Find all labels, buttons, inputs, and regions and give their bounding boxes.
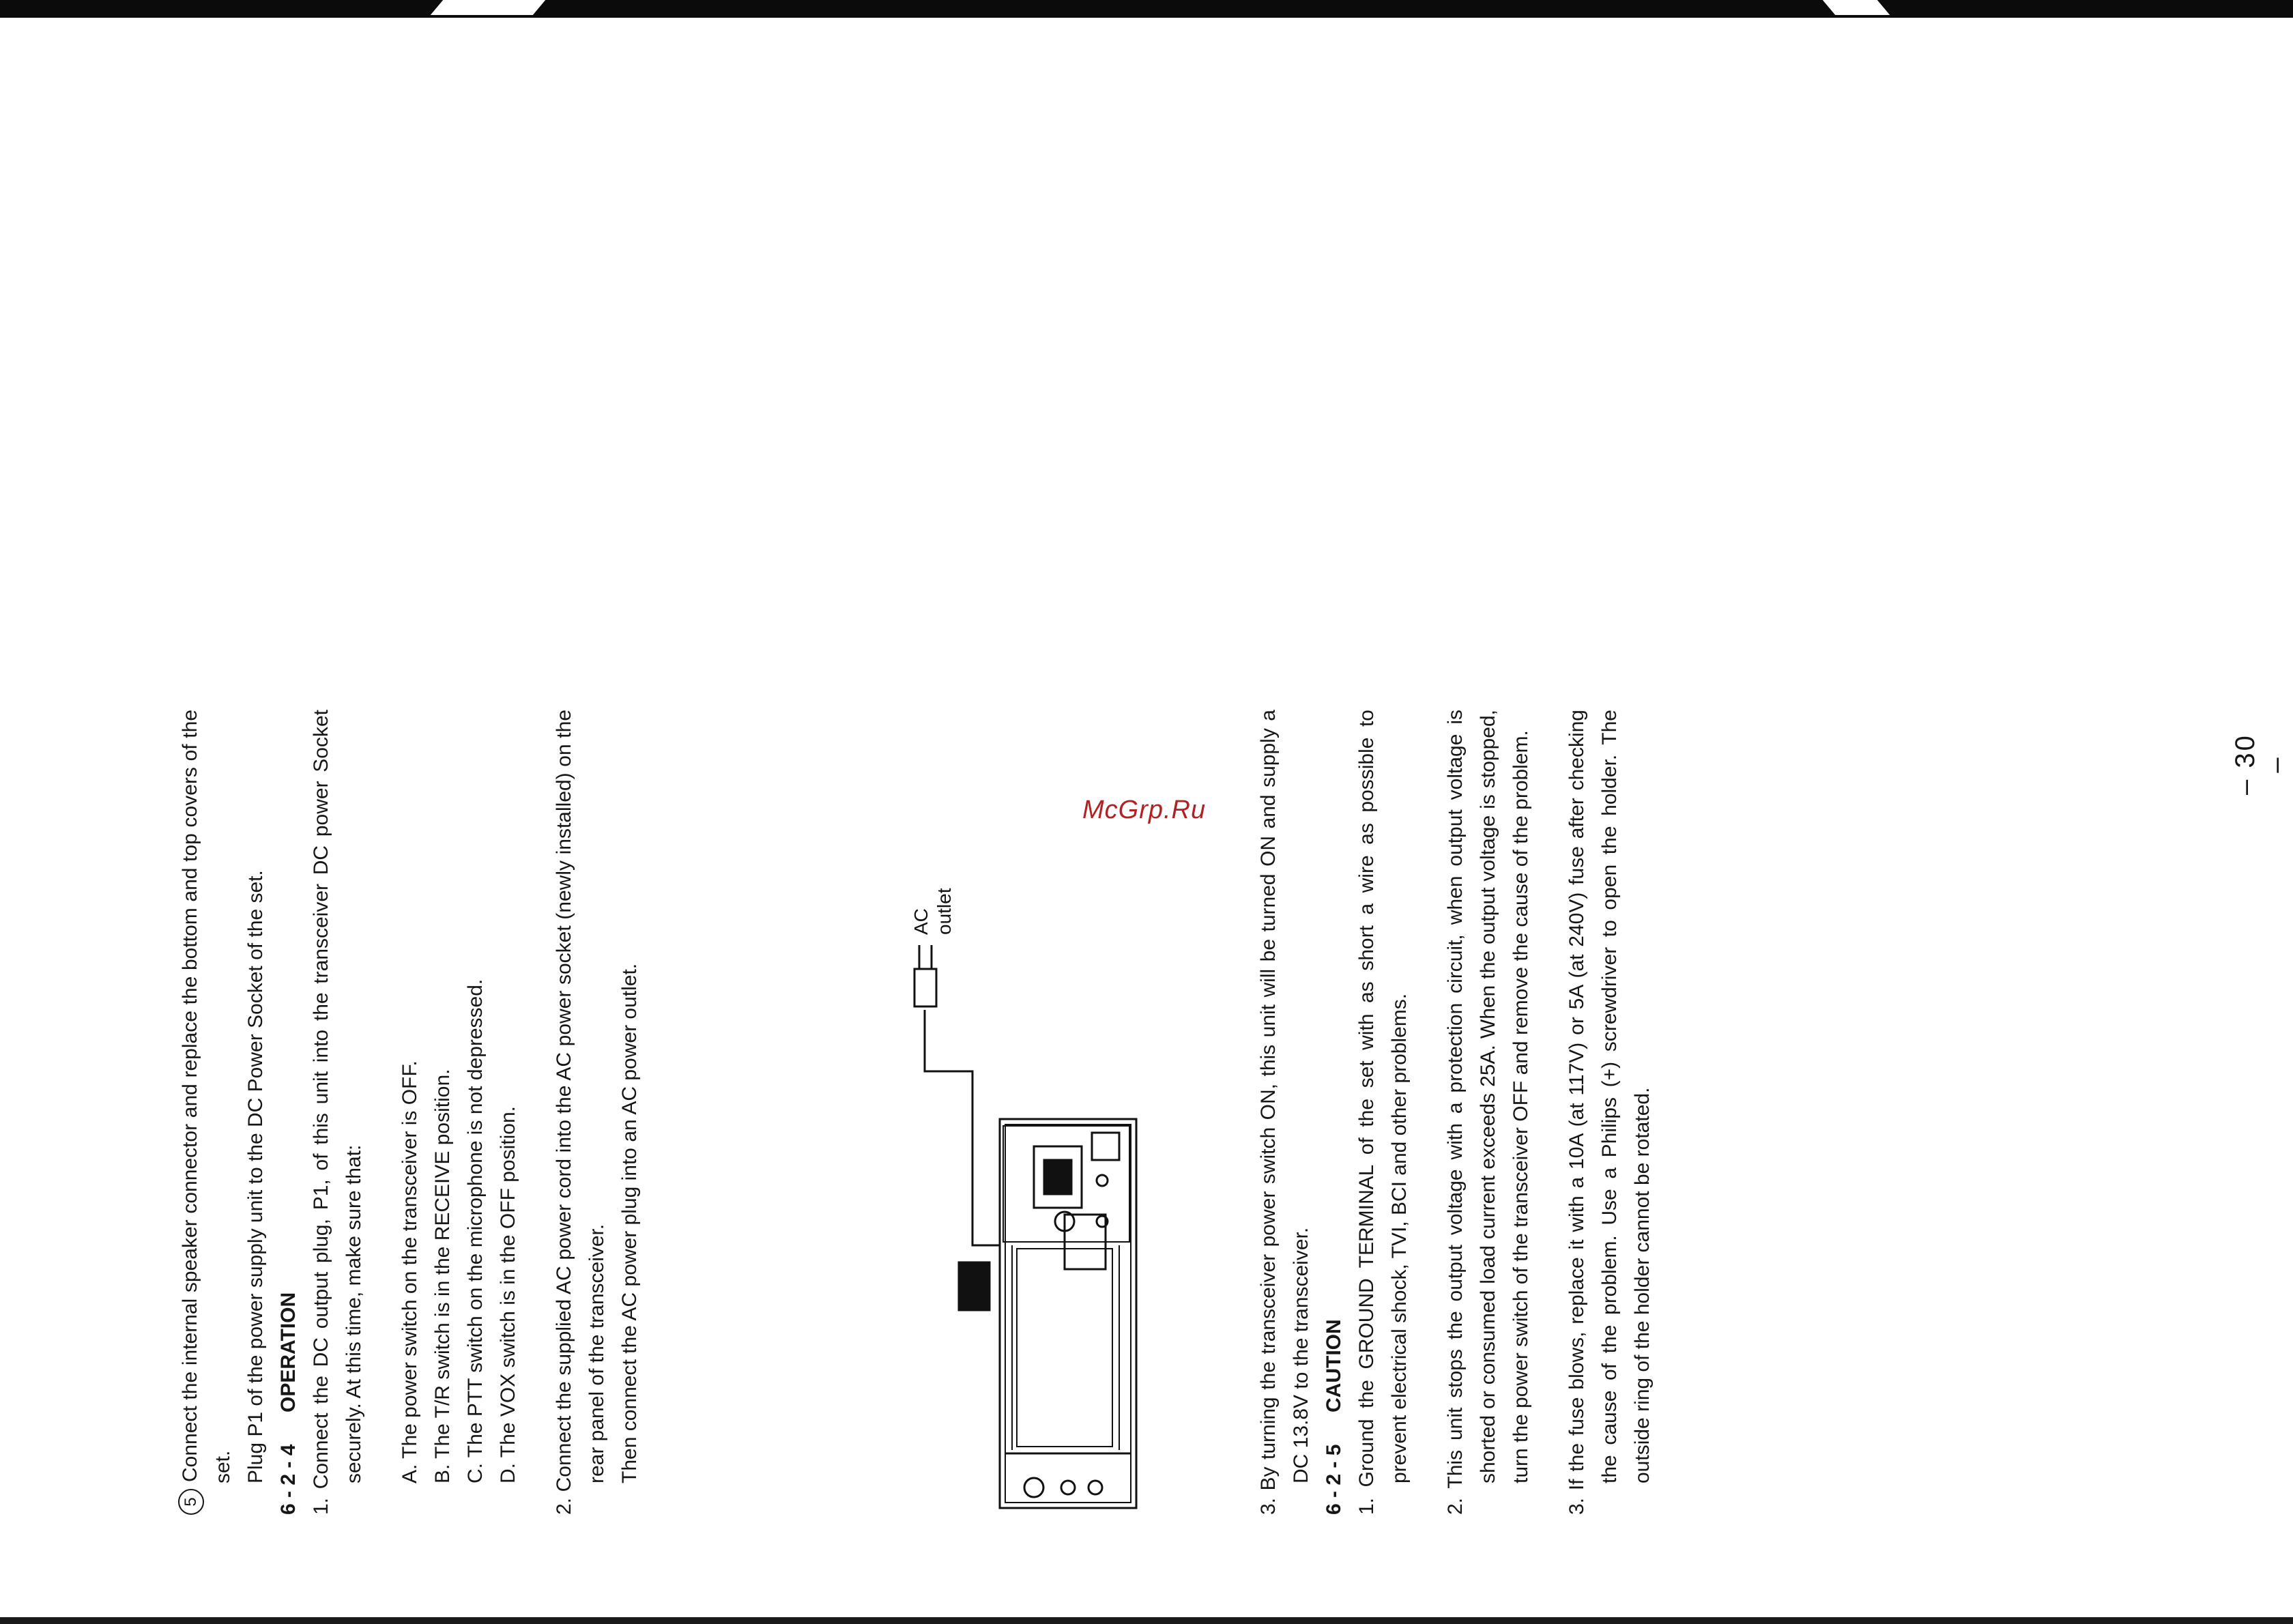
check-item: B. The T/R switch is in the RECEIVE position.: [431, 1069, 454, 1483]
ac-power-cord: [925, 1010, 1000, 1245]
scan-top-border: [0, 0, 2293, 18]
caution-item: 3. If the fuse blows, replace it with a 10A (at 117V) or 5A (at 240V) fuse after checking the cause of the problem. Use a Philips (+) screwdriver to open the holder. The outside ring of the holder cannot be rotated.: [1566, 710, 1654, 1515]
step-5-paragraph: [174, 710, 240, 1515]
check-item: D. The VOX switch is in the OFF position.: [497, 1106, 519, 1483]
scan-border-gap: [1823, 0, 1890, 15]
operation-item-2: 2. Connect the supplied AC power cord into the AC power socket (newly installed) on the rear panel of the transceiver.: [553, 710, 608, 1515]
caution-item: 2. This unit stops the output voltage with a protection circuit, when output voltage is shorted or consumed load current exceeds 25A. When the output voltage is stopped, turn the power switch of the transceiver OFF and remove the cause of the problem.: [1444, 710, 1532, 1515]
scan-border-gap: [431, 0, 545, 15]
heatsink: [1017, 1249, 1112, 1447]
step-5-plug-text: Plug P1 of the power supply unit to the DC Power Socket of the set.: [244, 870, 267, 1483]
caution-item: 1. Ground the GROUND TERMINAL of the set with as short a wire as possible to prevent electrical shock, TVI, BCI and other problems.: [1355, 710, 1411, 1515]
section-heading-operation: [272, 710, 305, 1515]
section-title: OPERATION: [277, 1292, 300, 1412]
section-number: 6 - 2 - 4: [277, 1444, 300, 1515]
ac-plug: [914, 969, 936, 1006]
rear-panel-diagram: [897, 887, 1184, 1515]
check-item: C. The PTT switch on the microphone is not depressed.: [464, 978, 487, 1483]
page-number: – 30 –: [2230, 734, 2291, 795]
operation-item-1: 1. Connect the DC output plug, P1, of this unit into the transceiver DC power Socket securely. At this time, make sure that:: [310, 710, 365, 1515]
operation-item-3: 3. By turning the transceiver power switch ON, this unit will be turned ON and supply a DC 13.8V to the transceiver.: [1257, 710, 1312, 1515]
section-heading-caution: [1318, 710, 1351, 1515]
scan-bottom-border: [0, 1617, 2293, 1624]
watermark[interactable]: McGrp.Ru: [1082, 796, 1207, 824]
section-number: 6 - 2 - 5: [1323, 1444, 1345, 1515]
column-left: [174, 710, 646, 1515]
check-item: A. The power switch on the transceiver is OFF.: [399, 1060, 421, 1483]
step-number-circle: 5: [178, 1489, 204, 1515]
cord-connector: [959, 1262, 990, 1310]
operation-item-2-continued: Then connect the AC power plug into an AC power outlet.: [618, 963, 641, 1483]
ac-outlet-label-ac: AC: [910, 908, 932, 935]
ac-outlet-label-outlet: outlet: [934, 888, 955, 935]
step-5-text: Connect the internal speaker connector and replace the bottom and top covers of the set.: [179, 710, 234, 1483]
rotated-page: [174, 696, 2208, 1515]
column-right: [1252, 710, 1659, 1515]
section-title: CAUTION: [1323, 1319, 1345, 1412]
